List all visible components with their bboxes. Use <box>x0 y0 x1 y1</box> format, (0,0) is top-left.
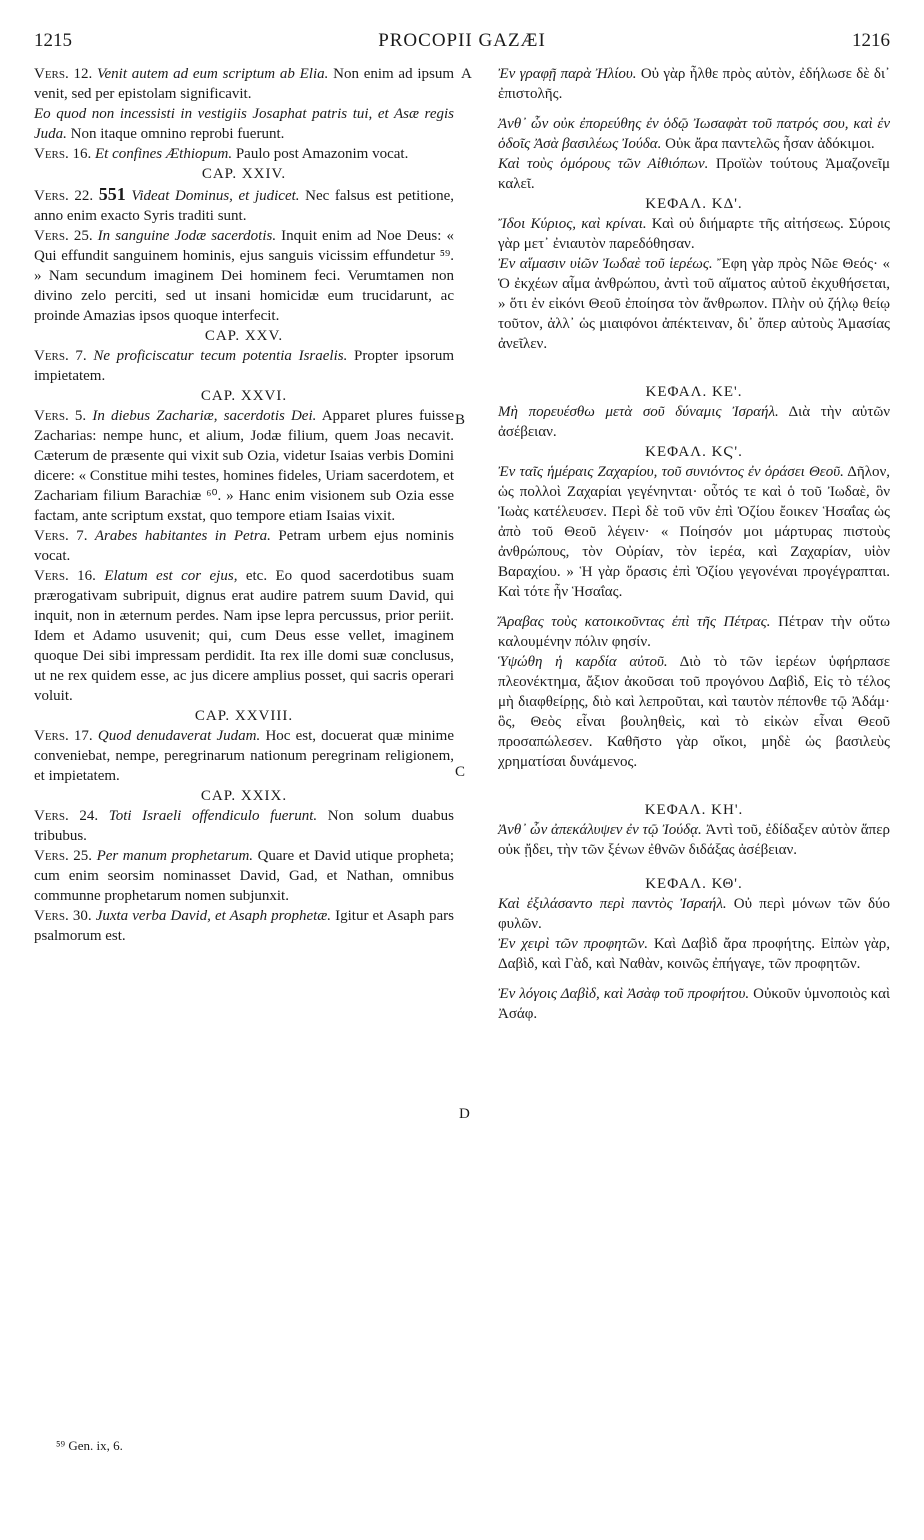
chapter-heading: ΚΕΦΑΛ. ΚΗ'. <box>644 802 744 818</box>
latin-paragraph: Vers. 12. Venit autem ad eum scriptum ab Elia. Non enim ad ipsum venit, sed per epistolam significavit. <box>34 66 455 102</box>
latin-paragraph: Vers. 7. Arabes habitantes in Petra. Petram urbem ejus nominis vocat. <box>34 528 454 564</box>
greek-paragraph: Ἐν ταῖς ἡμέραις Ζαχαρίου, τοῦ συνιόντος ἐν ὁράσει Θεοῦ. Δῆλον, ὡς πολλοὶ Ζαχαρίαι γεγένηνται· οὗτός τε καὶ ὁ τοῦ Ἰωδαὲ, ὃν Ἰωὰς κατέλευσεν. Περὶ δὲ τοῦ νῦν ἐπὶ Ὀζίου ἔοικεν Ἡσαΐας ὡς ἀπὸ τοῦ Θεοῦ λέγειν· « Ποίησόν μοι μάρτυρας πιστοὺς ἀνθρώπους, τὸν Οὐρίαν, τὸν ἱερέα, καὶ Ζαχαρίαν, υἱὸν Βαραχίου. » Ἡ γὰρ ὅρασις ἐπὶ Ὀζίου γεγονέναι προγέγραπται. Καὶ τότε ἦν Ἡσαΐας. <box>498 464 890 600</box>
greek-paragraph: Ἀνθ᾽ ὧν οὐκ ἐπορεύθης ἐν ὁδῷ Ἰωσαφὰτ τοῦ πατρός σου, καὶ ἐν ὁδοῖς Ἀσὰ βασιλέως Ἰούδα. Οὐκ ἄρα παντελῶς ἦσαν ἀδόκιμοι. <box>498 116 890 152</box>
chapter-heading: CAP. XXIV. <box>201 166 287 182</box>
greek-paragraph: Ὑψώθη ἡ καρδία αὐτοῦ. Διὸ τὸ τῶν ἱερέων ὑφήρπασε πλεονέκτημα, ἄξιον ἀκοῦσαι τοῦ προγόνου Δαβὶδ, Εἰς τὸ τέλος μὴ διαφθείρῃς, διὸ καὶ λεπροῦται, καὶ ταυτὸν πέπονθε τῷ Ἀδάμ· ὃς, Θεὸς εἶναι βουληθεὶς, καὶ τὸ εἰκὼν εἶναι Θεοῦ προσαπώλεσεν. Καθῆστο γὰρ οἴκοι, μηδὲ ὡς βασιλεὺς χρηματίσαι δυνάμενος. <box>498 654 890 770</box>
margin-marker-b: B <box>455 412 466 428</box>
latin-paragraph: Vers. 16. Et confines Æthiopum. Paulo post Amazonim vocat. <box>34 146 409 162</box>
running-title: PROCOPII GAZÆI <box>378 30 546 51</box>
greek-paragraph: Καὶ τοὺς ὁμόρους τῶν Αἰθιόπων. Προϊὼν τούτους Ἀμαζονεῖμ καλεῖ. <box>498 156 891 192</box>
footnote: ⁵⁹ Gen. ix, 6. <box>56 1438 123 1453</box>
latin-paragraph: Vers. 7. Ne proficiscatur tecum potentia Israelis. Propter ipsorum impietatem. <box>34 348 454 384</box>
greek-paragraph: Ἄραβας τοὺς κατοικοῦντας ἐπὶ τῆς Πέτρας. Πέτραν τὴν οὕτω καλουμένην πόλιν φησίν. <box>498 614 890 650</box>
chapter-heading: CAP. XXV. <box>204 328 284 344</box>
page-number-left: 1215 <box>34 30 72 51</box>
margin-marker-a: A <box>461 66 472 82</box>
greek-paragraph: Μὴ πορευέσθω μετὰ σοῦ δύναμις Ἰσραήλ. Διὰ τὴν αὐτῶν ἀσέβειαν. <box>498 404 890 440</box>
latin-paragraph: Vers. 16. Elatum est cor ejus, etc. Eo quod sacerdotibus suam prærogativam subripuit, dignus erat audire patrem suum David, qui inquit, non in æternum perdes. Nam ipse lepra percussus, prior periit. Idem et Adamo usuvenit; qui, cum Deus esse vellet, imaginem quoque Dei sibi impressam perdidit. Ita rex ille domi suæ conclusus, ut ne rex quidem esse, ac jus dicere amplius posset, qui sacris operari voluit. <box>34 568 455 704</box>
latin-paragraph: Vers. 5. In diebus Zachariæ, sacerdotis Dei. Apparet plures fuisse Zacharias: nempe hunc, et alium, Jodæ filium, quem Joas necavit. Cæterum de præsente qui vixit sub Ozia, videtur Isaias verbis Domini dicere: « Constitue mihi testes, homines fideles, Uriam sacerdotem, et Zachariam filium Barachiæ ⁶⁰. » Hanc enim visionem sub Ozia esse factam, ante scriptum exstat, quo tempore etiam Isaias vixit. <box>34 408 454 524</box>
latin-paragraph: Vers. 17. Quod denudaverat Judam. Hoc est, docuerat quæ minime conveniebat, nempe, peregrinarum nationum peregrinam religionem, et impietatem. <box>34 728 454 784</box>
margin-marker-d: D <box>459 1106 470 1122</box>
greek-paragraph: Ἐν αἵμασιν υἱῶν Ἰωδαὲ τοῦ ἱερέως. Ἔφη γὰρ πρὸς Νῶε Θεός· « Ὁ ἐκχέων αἷμα ἀνθρώπου, ἀντὶ τοῦ αἵματος αὐτοῦ ἐκχυθήσεται, » ὅτι ἐν εἰκόνι Θεοῦ ἐποίησα τὸν ἄνθρωπον. Πλὴν οὐ ζήλῳ θείῳ τοῦτον, ἀλλ᾽ ὡς μιαιφόνοι ἀπέκτειναν, δι᾽ ὅπερ αὐτοὺς Ἀμασίας ἀνεῖλεν. <box>498 256 890 352</box>
greek-paragraph: Καὶ ἐξιλάσαντο περὶ παντὸς Ἰσραήλ. Οὐ περὶ μόνων τῶν δύο φυλῶν. <box>498 896 890 932</box>
chapter-heading: CAP. XXVI. <box>200 388 288 404</box>
chapter-heading: ΚΕΦΑΛ. ΚΔ'. <box>645 196 743 212</box>
greek-paragraph: Ἴδοι Κύριος, καὶ κρίναι. Καὶ οὐ διήμαρτε τῆς αἰτήσεως. Σύροις γὰρ μετ᾽ ἐνιαυτὸν παρεδόθησαν. <box>498 216 891 252</box>
chapter-heading: CAP. XXIX. <box>200 788 288 804</box>
chapter-heading: ΚΕΦΑΛ. ΚϚ'. <box>645 444 743 460</box>
chapter-heading: ΚΕΦΑΛ. ΚΕ'. <box>645 384 743 400</box>
chapter-heading: ΚΕΦΑΛ. ΚΘ'. <box>645 876 743 892</box>
greek-paragraph: Ἐν λόγοις Δαβὶδ, καὶ Ἀσὰφ τοῦ προφήτου. Οὐκοῦν ὑμνοποιὸς καὶ Ἀσάφ. <box>498 986 890 1022</box>
page-header <box>34 30 890 60</box>
chapter-heading: CAP. XXVIII. <box>194 708 294 724</box>
margin-marker-c: C <box>455 764 466 780</box>
column-number: 551 <box>98 184 126 204</box>
latin-column <box>34 64 454 946</box>
greek-paragraph: Ἀνθ᾽ ὧν ἀπεκάλυψεν ἐν τῷ Ἰούδᾳ. Ἀντὶ τοῦ, ἐδίδαξεν αὐτὸν ἅπερ οὐκ ᾔδει, τὴν τῶν ξένων ἐθνῶν διδάξας ἀσέβειαν. <box>498 822 890 858</box>
latin-paragraph: Vers. 25. In sanguine Jodæ sacerdotis. Inquit enim ad Noe Deus: « Qui effundit sanguinem hominis, ejus sanguis vicissim effundetur ⁵⁹. » Nam secundum imaginem Dei hominem feci. Verumtamen non divino zelo perciti, sed ut insani homicidæ eum trucidarunt, ac proinde Amazias ipsos quoque interfecit. <box>34 228 454 324</box>
greek-paragraph: Ἐν γραφῇ παρὰ Ἠλίου. Οὐ γὰρ ἦλθε πρὸς αὐτὸν, ἐδήλωσε δὲ δι᾽ ἐπιστολῆς. <box>498 66 890 102</box>
greek-column <box>498 64 890 1024</box>
latin-paragraph: Vers. 24. Toti Israeli offendiculo fuerunt. Non solum duabus tribubus. <box>34 808 455 844</box>
latin-paragraph: Vers. 25. Per manum prophetarum. Quare et David utique propheta; cum enim seorsim nominasset David, Gad, et Nathan, omnibus communne prophetarum nomen subjunxit. <box>34 848 454 904</box>
latin-paragraph: Vers. 22. 551 Videat Dominus, et judicet. Nec falsus est petitione, anno enim exacto Syris traditi sunt. <box>34 184 455 224</box>
latin-paragraph: Vers. 30. Juxta verba David, et Asaph prophetæ. Igitur et Asaph pars psalmorum est. <box>34 908 455 944</box>
greek-paragraph: Ἐν χειρὶ τῶν προφητῶν. Καὶ Δαβὶδ ἄρα προφήτης. Εἰπὼν γὰρ, Δαβὶδ, καὶ Γὰδ, καὶ Ναθὰν, κοινῶς ἐπήγαγε, τῶν προφητῶν. <box>498 936 890 972</box>
page-number-right: 1216 <box>852 30 890 51</box>
latin-paragraph: Eo quod non incessisti in vestigiis Josaphat patris tui, et Asæ regis Juda. Non itaque omnino reprobi fuerunt. <box>34 106 454 142</box>
